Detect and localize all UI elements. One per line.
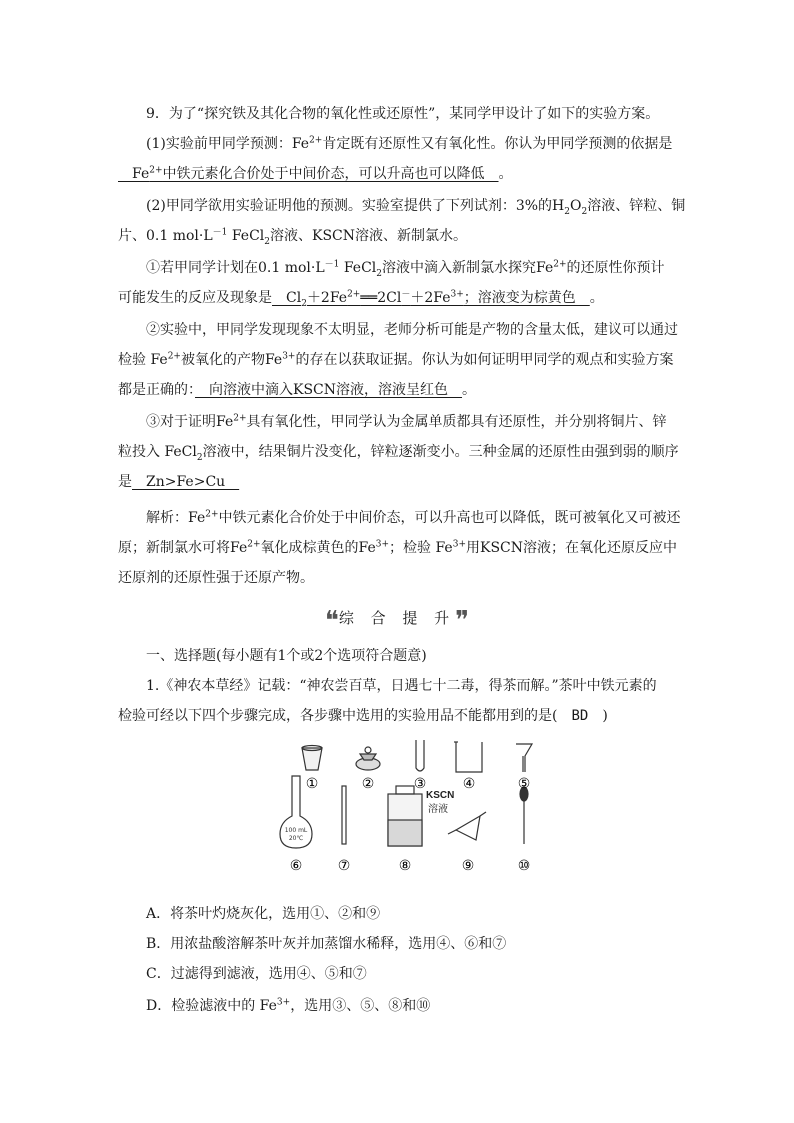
q9-sub3-line3: 是 Zn>Fe>Cu [118, 474, 240, 490]
figure-label-1: ① [305, 776, 319, 792]
q9-part2-line1: (2)甲同学欲用实验证明他的预测。实验室提供了下列试剂：3%的$H_2O_2$溶液、锌粒、铜 [146, 198, 686, 217]
dropper-icon [520, 787, 528, 844]
q9-sub2-answer: 向溶液中滴入KSCN溶液，溶液呈红色 [195, 382, 463, 398]
option-d: D．检验滤液中的 $Fe^{3+}$，选用③、⑤、⑧和⑩ [146, 997, 431, 1014]
analysis-line2: 原；新制氯水可将$Fe^{2+}$氧化成棕黄色的$Fe^{3+}$；检验 $Fe^{3+}$用KSCN溶液；在氧化还原反应中 [118, 539, 678, 556]
q9-intro: 9．为了“探究铁及其化合物的氧化性或还原性”，某同学甲设计了如下的实验方案。 [146, 106, 660, 122]
section-title: ❝综 合 提 升❞ [324, 606, 470, 636]
flask-text-temp: 20℃ [288, 835, 304, 842]
mortar-icon [356, 747, 380, 770]
q9-sub3-line2: 粒投入 FeCl$_2$溶液中，结果铜片没变化，锌粒逐渐变小。三种金属的还原性由强到弱的顺序 [118, 444, 679, 463]
reagent-label-kscn: KSCN [426, 790, 455, 801]
q1-answer: BD [571, 708, 589, 724]
funnel-icon [516, 744, 532, 772]
figure-label-8: ⑧ [398, 858, 412, 874]
clay-triangle-icon [448, 812, 486, 840]
apparatus-figure [270, 740, 560, 910]
q1-line2: 检验可经以下四个步骤完成，各步骤中选用的实验用品不能都用到的是( BD ) [118, 708, 608, 724]
q9-sub1-line1: ①若甲同学计划在0.1 $mol\cdot L^{-1}$ FeCl$_2$溶液中滴入新制氯水探究$Fe^{2+}$的还原性你预计 [146, 259, 665, 279]
figure-label-2: ② [361, 776, 375, 792]
glass-rod-icon [342, 786, 346, 844]
q9-sub1-line2: 可能发生的反应及现象是 $Cl_2+2Fe^{2+}══2Cl^-+2Fe^{3+}$；溶液变为棕黄色 。 [118, 289, 604, 309]
q9-sub2-line3: 都是正确的： 向溶液中滴入KSCN溶液，溶液呈红色 。 [118, 382, 477, 398]
part1-heading: 一、选择题(每小题有1个或2个选项符合题意) [146, 648, 427, 664]
q9-sub3-line1: ③对于证明$Fe^{2+}$具有氧化性，甲同学认为金属单质都具有还原性，并分别将铜片、锌 [146, 413, 667, 430]
figure-label-5: ⑤ [517, 776, 531, 792]
q9-part1-line1: (1)实验前甲同学预测：$Fe^{2+}$肯定既有还原性又有氧化性。你认为甲同学预测的依据是 [146, 135, 673, 152]
option-a: A．将茶叶灼烧灰化，选用①、②和⑨ [146, 906, 381, 922]
q9-part1-answer: $Fe^{2+}$中铁元素化合价处于中间价态，可以升高也可以降低 [118, 165, 499, 182]
analysis-line3: 还原剂的还原性强于还原产物。 [118, 570, 314, 586]
beaker-icon [454, 742, 482, 772]
option-b: B．用浓盐酸溶解茶叶灰并加蒸馏水稀释，选用④、⑥和⑦ [146, 936, 507, 952]
close-quote-icon: ❞ [455, 606, 470, 636]
option-c: C．过滤得到滤液，选用④、⑤和⑦ [146, 966, 367, 982]
figure-label-3: ③ [413, 776, 427, 792]
flask-text-volume: 100 mL [284, 827, 308, 834]
figure-label-10: ⑩ [517, 858, 531, 874]
figure-label-7: ⑦ [337, 858, 351, 874]
crucible-icon [302, 746, 322, 771]
q9-part1-answer-line: $Fe^{2+}$中铁元素化合价处于中间价态，可以升高也可以降低 。 [118, 165, 513, 182]
reagent-label-solution: 溶液 [428, 804, 448, 815]
reagent-bottle-icon [388, 786, 422, 846]
q9-sub1-answer: $Cl_2+2Fe^{2+}══2Cl^-+2Fe^{3+}$；溶液变为棕黄色 [272, 289, 590, 309]
q9-sub3-answer: Zn>Fe>Cu [132, 474, 240, 490]
q1-line1: 1.《神农本草经》记载：“神农尝百草，日遇七十二毒，得茶而解。”茶叶中铁元素的 [146, 678, 657, 694]
q9-sub2-line1: ②实验中，甲同学发现现象不太明显，老师分析可能是产物的含量太低，建议可以通过 [146, 322, 678, 338]
test-tube-icon [416, 740, 424, 771]
figure-label-4: ④ [462, 776, 476, 792]
q9-part2-line2: 片、0.1 $mol\cdot L^{-1}$ FeCl$_2$溶液、KSCN溶液、新制氯水。 [118, 227, 468, 247]
analysis-line1: 解析：$Fe^{2+}$中铁元素化合价处于中间价态，可以升高也可以降低，既可被氧化又可被还 [146, 509, 681, 526]
figure-label-6: ⑥ [289, 858, 303, 874]
open-quote-icon: ❝ [324, 606, 339, 636]
figure-label-9: ⑨ [461, 858, 475, 874]
q9-sub2-line2: 检验 $Fe^{2+}$被氧化的产物$Fe^{3+}$的存在以获取证据。你认为如何证明甲同学的观点和实验方案 [118, 351, 674, 368]
